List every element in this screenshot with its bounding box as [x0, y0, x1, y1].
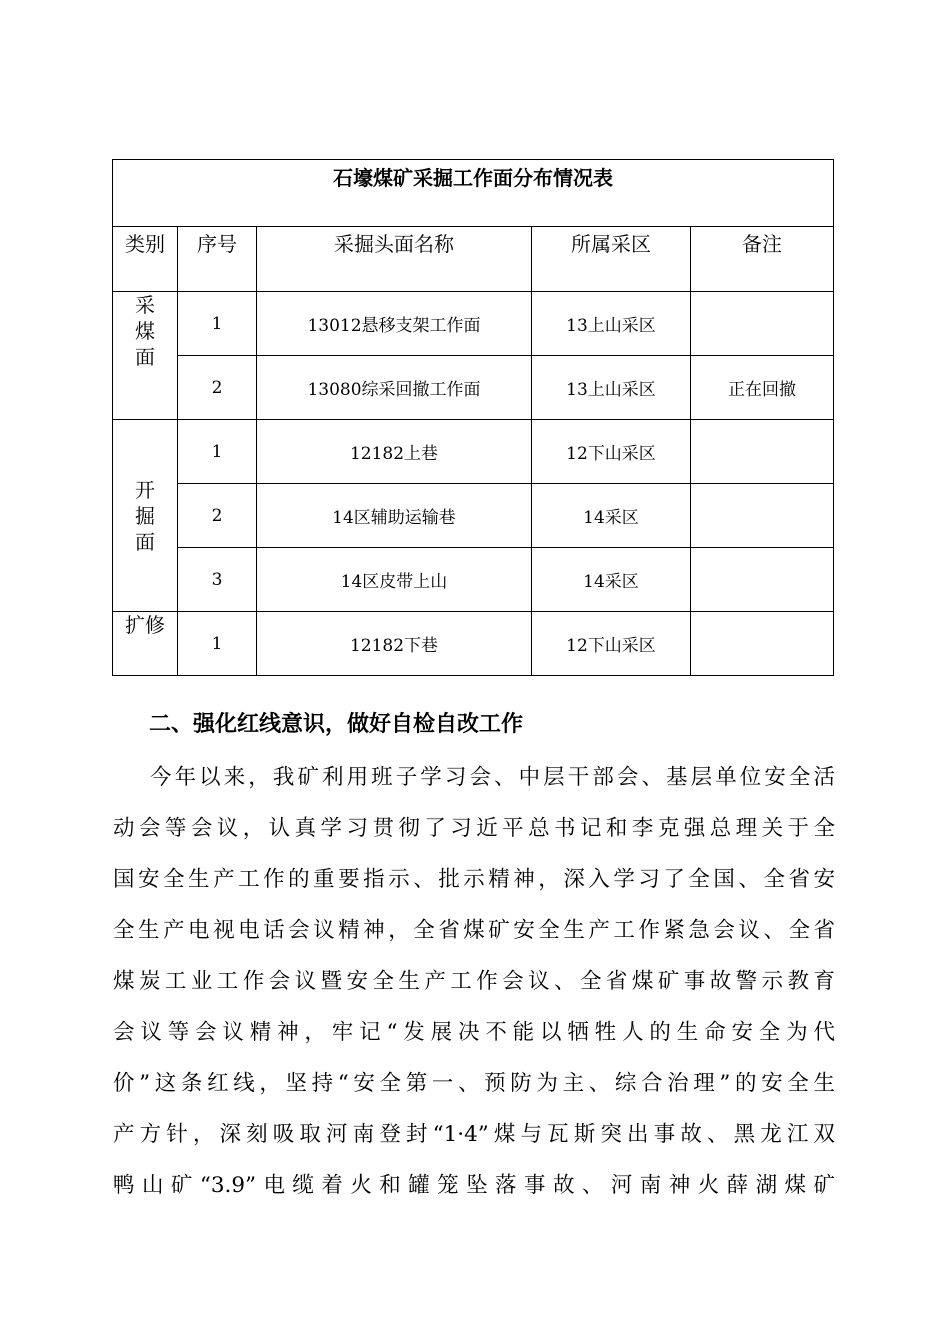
cell-face-name: 12182上巷: [257, 420, 532, 484]
table-row: [113, 484, 834, 548]
header-remarks: 备注: [691, 227, 834, 292]
paragraph-line: 煤炭工业工作会议暨安全生产工作会议、全省煤矿事故警示教育: [113, 969, 835, 994]
cell-remarks: 正在回撤: [691, 356, 834, 420]
cell-number: 2: [178, 356, 257, 420]
category-cell-coal-face: [113, 292, 178, 420]
cell-face-name: 14区皮带上山: [257, 548, 532, 612]
paragraph-line: 鸭山矿“3.9”电缆着火和罐笼坠落事故、河南神火薛湖煤矿: [113, 1173, 835, 1198]
body-paragraph: [113, 752, 835, 1211]
cell-number: 3: [178, 548, 257, 612]
category-char: 开: [135, 477, 155, 502]
cell-mining-area: 14采区: [532, 484, 691, 548]
table-row: [113, 420, 834, 484]
cell-number: 1: [178, 292, 257, 356]
cell-remarks: [691, 292, 834, 356]
cell-mining-area: 13上山采区: [532, 356, 691, 420]
cell-remarks: [691, 420, 834, 484]
paragraph-line: 国安全生产工作的重要指示、批示精神，深入学习了全国、全省安: [113, 867, 835, 892]
cell-face-name: 14区辅助运输巷: [257, 484, 532, 548]
table-row: [113, 356, 834, 420]
cell-number: 1: [178, 612, 257, 676]
paragraph-line: 会议等会议精神，牢记“发展决不能以牺牲人的生命安全为代: [113, 1020, 835, 1045]
category-char: 采: [135, 293, 155, 317]
cell-mining-area: 13上山采区: [532, 292, 691, 356]
header-category: 类别: [113, 227, 178, 292]
paragraph-line: 动会等会议，认真学习贯彻了习近平总书记和李克强总理关于全: [113, 816, 835, 841]
category-char: 掘: [135, 503, 155, 528]
paragraph-line: 全生产电视电话会议精神，全省煤矿安全生产工作紧急会议、全省: [113, 918, 835, 943]
cell-mining-area: 14采区: [532, 548, 691, 612]
table-row: [113, 548, 834, 612]
category-char: 面: [135, 529, 155, 554]
cell-remarks: [691, 612, 834, 676]
category-char: 煤: [135, 319, 155, 343]
cell-mining-area: 12下山采区: [532, 420, 691, 484]
table-title: 石壕煤矿采掘工作面分布情况表: [113, 160, 834, 227]
cell-remarks: [691, 548, 834, 612]
paragraph-line: 今年以来，我矿利用班子学习会、中层干部会、基层单位安全活: [150, 765, 835, 790]
category-cell-expansion: [113, 612, 178, 676]
cell-number: 2: [178, 484, 257, 548]
cell-number: 1: [178, 420, 257, 484]
table-row: [113, 612, 834, 676]
category-cell-development: [113, 420, 178, 612]
header-face-name: 采掘头面名称: [257, 227, 532, 292]
cell-face-name: 13080综采回撤工作面: [257, 356, 532, 420]
header-number: 序号: [178, 227, 257, 292]
cell-mining-area: 12下山采区: [532, 612, 691, 676]
cell-face-name: 12182下巷: [257, 612, 532, 676]
header-mining-area: 所属采区: [532, 227, 691, 292]
cell-remarks: [691, 484, 834, 548]
paragraph-line: 价”这条红线，坚持“安全第一、预防为主、综合治理”的安全生: [113, 1071, 835, 1096]
category-label: 扩修: [125, 613, 165, 637]
category-char: 面: [135, 345, 155, 369]
table-header-row: [113, 227, 834, 292]
paragraph-line: 产方针，深刻吸取河南登封“1·4”煤与瓦斯突出事故、黑龙江双: [113, 1122, 835, 1147]
cell-face-name: 13012悬移支架工作面: [257, 292, 532, 356]
distribution-table: [112, 159, 834, 676]
table-row: [113, 292, 834, 356]
section-heading: 二、强化红线意识，做好自检自改工作: [149, 712, 524, 737]
